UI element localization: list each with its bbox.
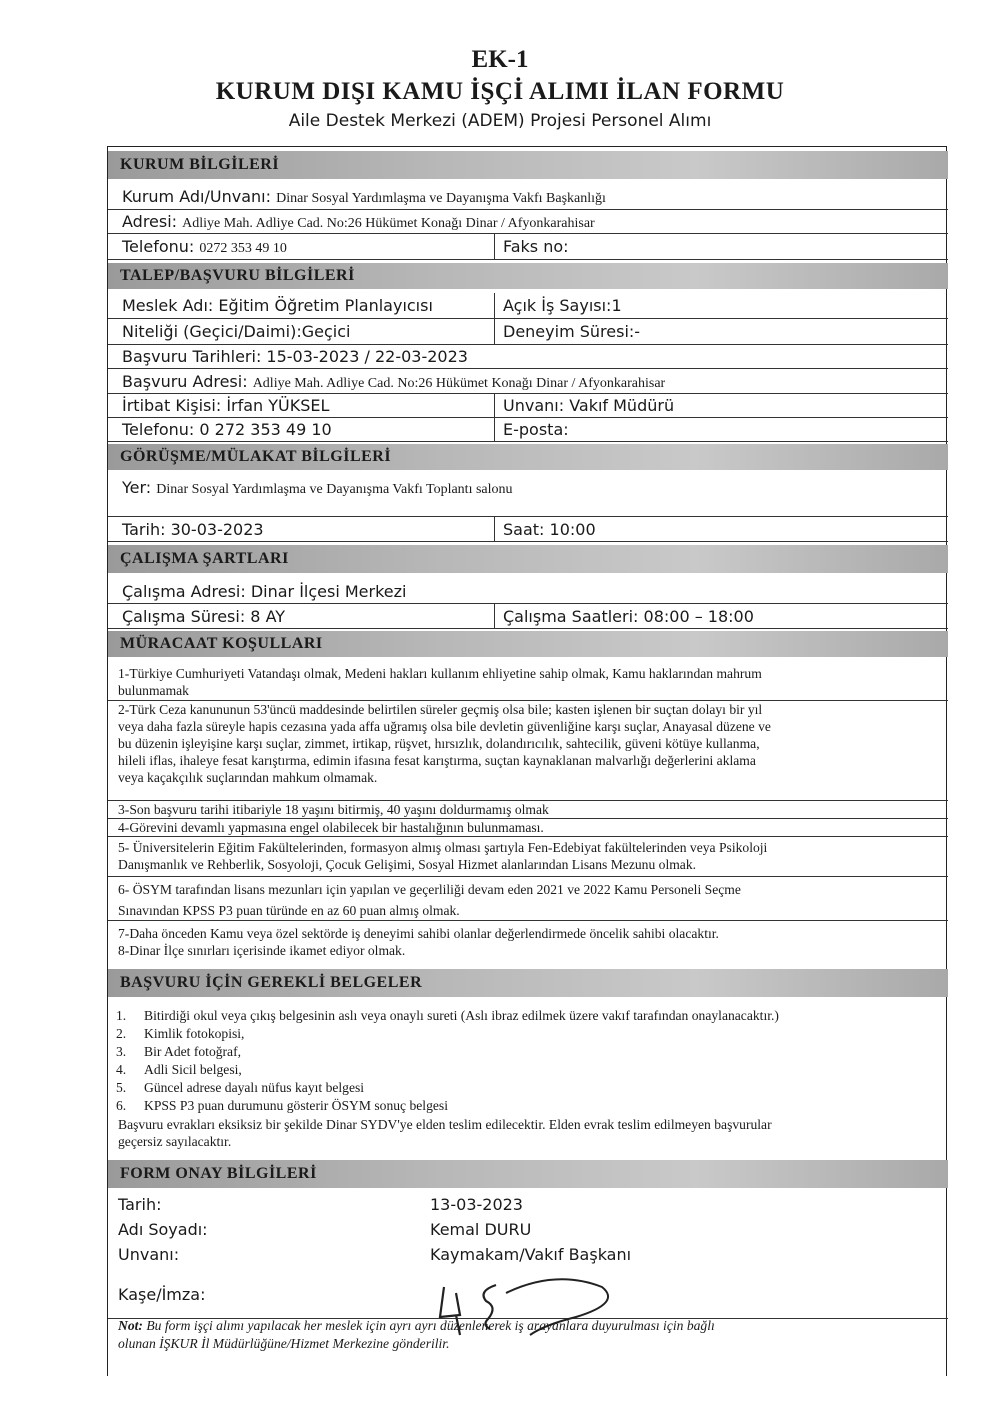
gorusme-date: Tarih: 30-03-2023 [122,520,264,539]
talep-contact: İrtibat Kişisi: İrfan YÜKSEL [122,396,330,415]
talep-address-label: Başvuru Adresi: [122,372,248,391]
section-onay: FORM ONAY BİLGİLERİ [108,1160,948,1188]
condition-5: 5- Üniversitelerin Eğitim Fakültelerinden, formasyon almış olması şartıyla Fen-Edebiyat fakültelerinden veya Psikoloji Danışmanlık ve Rehberlik, Sosyoloji, Çocuk Gelişimi, Sosyal Hizmet alanlarından Lisans Mezunu olmak. [108,837,948,877]
onay-row-signature: Kaşe/İmza: [108,1271,948,1319]
talep-address-value: Adliye Mah. Adliye Cad. No:26 Hükümet Konağı Dinar / Afyonkarahisar [252,376,666,391]
condition-3: 3-Son başvuru tarihi itibariyle 18 yaşını bitirmiş, 40 yaşını doldurmamış olmak [108,801,948,819]
kurum-phone-label: Telefonu: [122,237,195,256]
row-gorusme-date [108,517,948,542]
form-title: KURUM DIŞI KAMU İŞÇİ ALIMI İLAN FORMU [215,78,785,105]
calisma-duration: Çalışma Süresi: 8 AY [122,607,286,626]
section-calisma: ÇALIŞMA ŞARTLARI [108,545,948,573]
condition-1: 1-Türkiye Cumhuriyeti Vatandaşı olmak, Medeni hakları kullanım ehliyetine sahip olmak, Kamu haklarından mahrum bulunmamak [108,665,948,701]
form-subtitle: Aile Destek Merkezi (ADEM) Projesi Personel Alımı [288,111,712,131]
footer-note: Not: Bu form işçi alımı yapılacak her meslek için ayrı ayrı düzenlenerek iş arayanlara duyurulması için bağlı olunan İŞKUR İl Müdürlüğüne/Hizmet Merkezine gönderilir. [118,1318,715,1351]
condition-7-8: 7-Daha önceden Kamu veya özel sektörde iş deneyimi sahibi olanlar değerlendirmede öncelik sahibi olacaktır. 8-Dinar İlçe sınırları içerisinde ikamet ediyor olmak. [118,926,719,958]
row-talep-type [108,319,948,345]
row-kurum-name [108,184,948,210]
row-kurum-address [108,210,948,234]
talep-openings: Açık İş Sayısı:1 [494,293,948,318]
row-kurum-phone [108,234,948,260]
onay-row-title: Unvanı: Kaymakam/Vakıf Başkanı [118,1245,632,1264]
annex-label: EK-1 [471,46,529,73]
calisma-address: Çalışma Adresi: Dinar İlçesi Merkezi [122,582,407,601]
calisma-hours: Çalışma Saatleri: 08:00 – 18:00 [494,604,948,628]
onay-row-name: Adı Soyadı: Kemal DURU [118,1220,532,1239]
talep-job: Meslek Adı: Eğitim Öğretim Planlayıcısı [122,296,433,315]
section-belgeler: BAŞVURU İÇİN GEREKLİ BELGELER [108,969,948,997]
talep-email: E-posta: [494,418,948,441]
section-muracaat: MÜRACAAT KOŞULLARI [108,631,948,657]
kurum-address-value: Adliye Mah. Adliye Cad. No:26 Hükümet Konağı Dinar / Afyonkarahisar [182,216,595,231]
gorusme-place-label: Yer: [122,478,152,497]
row-talep-contact [108,394,948,418]
row-talep-address [108,369,948,394]
documents-footer: Başvuru evrakları eksiksiz bir şekilde Dinar SYDV'ye elden teslim edilecektir. Elden evrak teslim edilmeyen başvurular geçersiz sayılacaktır. [118,1117,772,1149]
row-talep-job [108,293,948,319]
talep-type: Niteliği (Geçici/Daimi):Geçici [122,322,351,341]
form-table: KURUM BİLGİLERİ Kurum Adı/Unvanı: Dinar Sosyal Yardımlaşma ve Dayanışma Vakfı Başkanlığı Adresi: Adliye Mah. Adliye Cad. No:26 Hükümet Konağı Dinar / Afyonkarahisar Telefonu: 0272 353 49 10 Faks no: TALEP/BAŞVURU BİLGİLERİ Meslek Adı: Eğitim Öğretim Planlayıcısı Açık İş Sayısı:1 Niteliği (Geçici/Daimi):Geçici Deneyim Süresi:- Başvuru Tarihleri: 15-03-2023 / 22-03-2023 Başvuru Adresi: Adliye Mah. Adliye Cad. No:26 Hükümet Konağı Dinar / Afyonkarahisar İrtibat Kişisi: İrfan YÜKSEL Unvanı: Vakıf Müdürü Telefonu: 0 272 353 49 10 E-posta: GÖRÜŞME/MÜLAKAT BİLGİLERİ Yer: Dinar Sosyal Yardımlaşma ve Dayanışma Vakfı Toplantı salonu Tarih: 30-03-2023 Saat: 10:00 ÇALIŞMA ŞARTLARI Çalışma Adresi: Dinar İlçesi Merkezi Çalışma Süresi: 8 AY Çalışma Saatleri: 08:00 – 18:00 MÜRACAAT KOŞULLARI 1-Türkiye Cumhuriyeti Vatandaşı olmak, Medeni hakları kullanım ehliyetine sahip olmak, Kamu haklarından mahrum bulunmamak 2-Türk Ceza kanununun 53'üncü maddesinde belirtilen süreler geçmiş olsa bile; kasten işlenen bir suçtan dolayı bir yıl veya daha fazla süreyle hapis cezasına yada affa uğramış olsa bile devletin güvenliğine karşı suçlar, Anayasal düzene ve bu düzenin işleyişine karşı suçlar, zimmet, irtikap, rüşvet, hırsızlık, dolandırıcılık, sahtecilik, güveni kötüye kullanma, hileli iflas, ihaleye fesat karıştırma, edimin ifasına fesat karıştırma, suçtan kaynaklanan malvarlığı değerlerini aklama veya kaçakçılık suçlarından mahkum olmamak. 3-Son başvuru tarihi itibariyle 18 yaşını bitirmiş, 40 yaşını doldurmamış olmak 4-Görevini devamlı yapmasına engel olabilecek bir hastalığının bulunmaması. 5- Üniversitelerin Eğitim Fakültelerinden, formasyon almış olması şartıyla Fen-Edebiyat fakültelerinden veya Psikoloji Danışmanlık ve Rehberlik, Sosyoloji, Çocuk Gelişimi, Sosyal Hizmet alanlarından Lisans Mezunu olmak. 6- ÖSYM tarafından lisans mezunları için yapılan ve geçerliliği devam eden 2021 ve 2022 Kamu Personeli Seçme Sınavından KPSS P3 puan türünde en az 60 puan almış olmak. 7-Daha önceden Kamu veya özel sektörde iş deneyimi sahibi olanlar değerlendirmede öncelik sahibi olacaktır. 8-Dinar İlçe sınırları içerisinde ikamet ediyor olmak. BAŞVURU İÇİN GEREKLİ BELGELER 1. Bitirdiği okul veya çıkış belgesinin aslı veya onaylı sureti (Aslı ibraz edilmek üzere vakıf tarafından onaylanacaktır.) 2. Kimlik fotokopisi, 3. Bir Adet fotoğraf, 4. Adli Sicil belgesi, 5. Güncel adrese dayalı nüfus kayıt belgesi 6. KPSS P3 puan durumunu gösterir ÖSYM sonuç belgesi Başvuru evrakları eksiksiz bir şekilde Dinar SYDV'ye elden teslim edilecektir. Elden evrak teslim edilmeyen başvurular geçersiz sayılacaktır. FORM ONAY BİLGİLERİ Tarih: 13-03-2023 Adı Soyadı: Kemal DURU Unvanı: Kaymakam/Vakıf Başkanı Kaşe/İmza: [107,146,947,1376]
onay-row-date: Tarih: 13-03-2023 [118,1195,523,1214]
condition-2: 2-Türk Ceza kanununun 53'üncü maddesinde belirtilen süreler geçmiş olsa bile; kasten işlenen bir suçtan dolayı bir yıl veya daha fazla süreyle hapis cezasına yada affa uğramış olsa bile devletin güvenliğine karşı suçlar, Anayasal düzene ve bu düzenin işleyişine karşı suçlar, zimmet, irtikap, rüşvet, hırsızlık, dolandırıcılık, sahtecilik, güveni kötüye kullanma, hileli iflas, ihaleye fesat karıştırma, edimin ifasına fesat karıştırma, suçtan kaynaklanan malvarlığı değerlerini aklama veya kaçakçılık suçlarından mahkum olmamak. [108,701,948,801]
condition-4: 4-Görevini devamlı yapmasına engel olabilecek bir hastalığının bulunmaması. [108,819,948,837]
row-calisma-address [108,580,948,604]
kurum-address-label: Adresi: [122,212,178,231]
section-gorusme: GÖRÜŞME/MÜLAKAT BİLGİLERİ [108,444,948,470]
condition-6: 6- ÖSYM tarafından lisans mezunları için yapılan ve geçerliliği devam eden 2021 ve 2022 Kamu Personeli Seçme Sınavından KPSS P3 puan türünde en az 60 puan almış olmak. [108,877,948,921]
talep-phone: Telefonu: 0 272 353 49 10 [122,420,332,439]
row-gorusme-place [108,472,948,517]
kurum-name-label: Kurum Adı/Unvanı: [122,187,271,206]
kurum-phone-value: 0272 353 49 10 [199,241,287,256]
gorusme-time: Saat: 10:00 [494,517,948,541]
section-talep: TALEP/BAŞVURU BİLGİLERİ [108,263,948,289]
row-talep-dates [108,345,948,369]
talep-experience: Deneyim Süresi:- [494,319,948,344]
talep-title: Unvanı: Vakıf Müdürü [494,394,948,417]
row-calisma-duration [108,604,948,629]
talep-dates: Başvuru Tarihleri: 15-03-2023 / 22-03-2023 [122,347,468,366]
row-talep-phone [108,418,948,442]
kurum-name-value: Dinar Sosyal Yardımlaşma ve Dayanışma Vakfı Başkanlığı [276,191,606,206]
gorusme-place-value: Dinar Sosyal Yardımlaşma ve Dayanışma Vakfı Toplantı salonu [156,482,513,497]
kurum-fax: Faks no: [494,234,948,259]
section-kurum: KURUM BİLGİLERİ [108,151,948,179]
